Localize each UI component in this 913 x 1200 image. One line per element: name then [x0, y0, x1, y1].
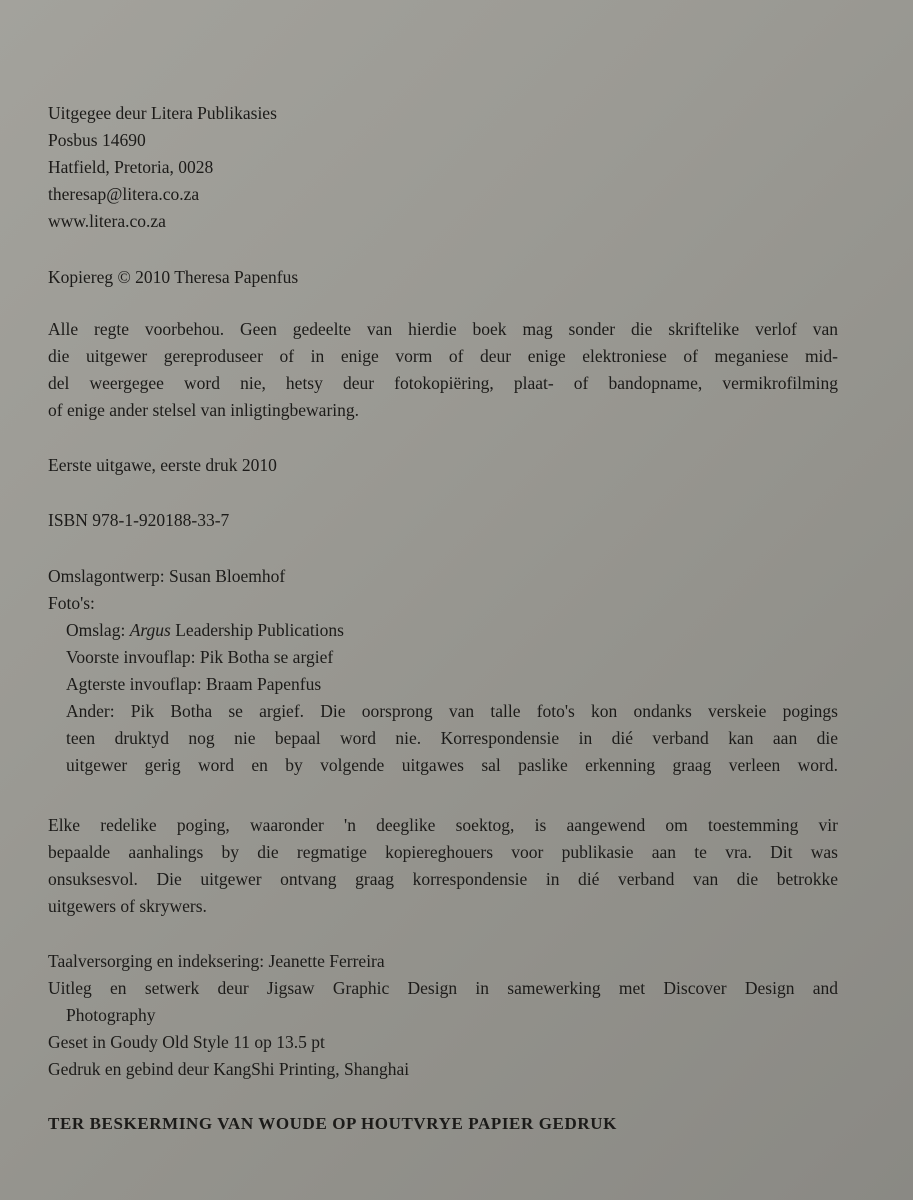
quotes-notice-line: bepaalde aanhalings by die regmatige kopiereghouers voor publikasie aan te vra. Dit was: [48, 842, 838, 862]
isbn: ISBN 978-1-920188-33-7: [48, 510, 230, 530]
publisher-email: theresap@litera.co.za: [48, 184, 200, 204]
copyright-block: [48, 264, 298, 291]
rights-line: Alle regte voorbehou. Geen gedeelte van hierdie boek mag sonder die skriftelike verlof van: [48, 319, 838, 339]
production-block: [48, 948, 838, 1083]
cover-photo-prefix: Omslag:: [66, 620, 130, 640]
cover-design-credit: Omslagontwerp: Susan Bloemhof: [48, 566, 286, 586]
credits-block: [48, 563, 838, 779]
forest-notice: TER BESKERMING VAN WOUDE OP HOUTVRYE PAPIER GEDRUK: [48, 1114, 617, 1133]
photos-heading: Foto's:: [48, 593, 95, 613]
layout-credit: Uitleg en setwerk deur Jigsaw Graphic Design in samewerking met Discover Design and: [48, 978, 838, 998]
other-photos-line: Ander: Pik Botha se argief. Die oorsprong van talle foto's kon ondanks verskeie pogings: [66, 701, 838, 721]
typeset-credit: Geset in Goudy Old Style 11 op 13.5 pt: [48, 1032, 325, 1052]
quotes-notice-line: onsuksesvol. Die uitgewer ontvang graag korrespondensie in dié verband van die betrokke: [48, 869, 838, 889]
forest-notice-block: [48, 1110, 617, 1137]
back-flap-credit: Agterste invouflap: Braam Papenfus: [66, 674, 322, 694]
publisher-website: www.litera.co.za: [48, 211, 166, 231]
language-edit-credit: Taalversorging en indeksering: Jeanette Ferreira: [48, 951, 385, 971]
rights-line: of enige ander stelsel van inligtingbewaring.: [48, 400, 360, 420]
copyright-notice: Kopiereg © 2010 Theresa Papenfus: [48, 267, 299, 287]
other-photos-line: uitgewer gerig word en by volgende uitgawes sal paslike erkenning graag verleen word.: [66, 755, 838, 775]
other-photos-line: teen druktyd nog nie bepaal word nie. Korrespondensie in dié verband kan aan die: [66, 728, 838, 748]
publisher-po-box: Posbus 14690: [48, 130, 146, 150]
publisher-block: [48, 100, 277, 235]
publisher-city: Hatfield, Pretoria, 0028: [48, 157, 214, 177]
rights-line: die uitgewer gereproduseer of in enige vorm of deur enige elektroniese of meganiese mid-: [48, 346, 838, 366]
quotes-notice-block: [48, 812, 838, 920]
rights-line: del weergegee word nie, hetsy deur fotokopiëring, plaat- of bandopname, vermikrofilming: [48, 373, 838, 393]
cover-photo-italic: Argus: [129, 620, 171, 640]
cover-photo-credit: [48, 617, 838, 644]
isbn-block: [48, 507, 229, 534]
cover-photo-suffix: Leadership Publications: [170, 620, 344, 640]
quotes-notice-line: Elke redelike poging, waaronder 'n deeglike soektog, is aangewend om toestemming vir: [48, 815, 838, 835]
edition-block: [48, 452, 277, 479]
edition-notice: Eerste uitgawe, eerste druk 2010: [48, 455, 277, 475]
quotes-notice-line: uitgewers of skrywers.: [48, 896, 207, 916]
publisher-name: Uitgegee deur Litera Publikasies: [48, 103, 277, 123]
printing-credit: Gedruk en gebind deur KangShi Printing, Shanghai: [48, 1059, 410, 1079]
layout-credit-continued: Photography: [66, 1005, 156, 1025]
rights-block: [48, 316, 838, 424]
front-flap-credit: Voorste invouflap: Pik Botha se argief: [66, 647, 334, 667]
